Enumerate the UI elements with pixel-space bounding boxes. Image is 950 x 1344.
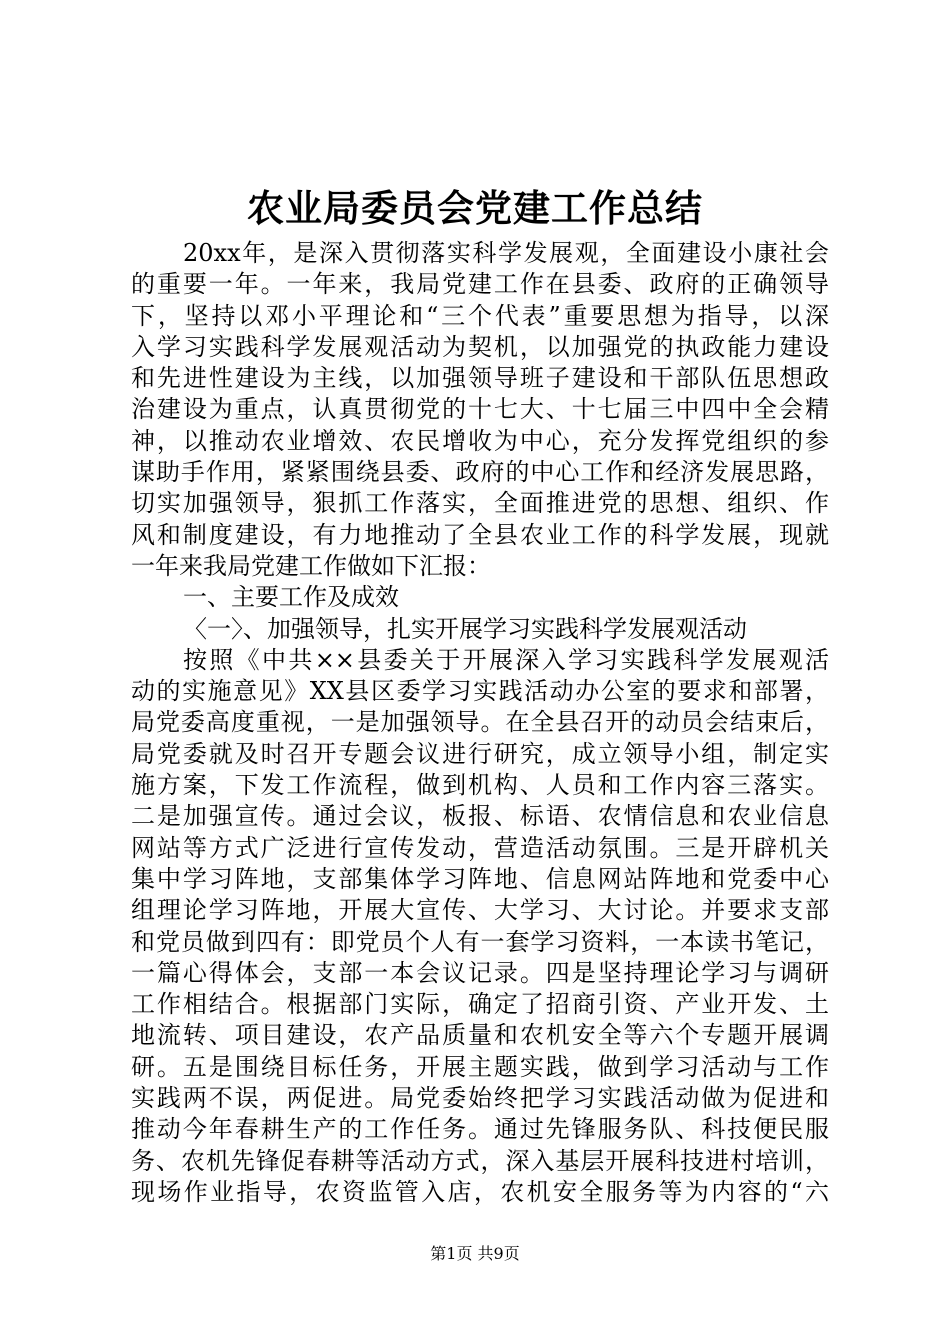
body-text-line: 20xx年，是深入贯彻落实科学发展观，全面建设小康社会 bbox=[183, 239, 829, 267]
body-text-line: 和先进性建设为主线，以加强领导班子建设和干部队伍思想政 bbox=[131, 364, 829, 393]
body-text-line: 施方案，下发工作流程，做到机构、人员和工作内容三落实。 bbox=[131, 771, 829, 800]
body-text-line: 风和制度建设，有力地推动了全县农业工作的科学发展，现就 bbox=[131, 520, 829, 549]
body-text-line: 动的实施意见》XX县区委学习实践活动办公室的要求和部署， bbox=[131, 677, 829, 706]
body-text-line: 谋助手作用，紧紧围绕县委、政府的中心工作和经济发展思路， bbox=[131, 458, 829, 487]
body-text-line: 二是加强宣传。通过会议，板报、标语、农情信息和农业信息 bbox=[131, 802, 829, 831]
body-text-line: 按照《中共××县委关于开展深入学习实践科学发展观活 bbox=[183, 645, 829, 674]
body-text-line: 现场作业指导，农资监管入店，农机安全服务等为内容的“六 bbox=[131, 1177, 829, 1206]
body-text-line: 局党委高度重视，一是加强领导。在全县召开的动员会结束后， bbox=[131, 708, 829, 737]
body-text-line: 治建设为重点，认真贯彻党的十七大、十七届三中四中全会精 bbox=[131, 395, 829, 424]
body-text-line: 入学习实践科学发展观活动为契机，以加强党的执政能力建设 bbox=[131, 332, 829, 361]
body-text-line: 的重要一年。一年来，我局党建工作在县委、政府的正确领导 bbox=[131, 270, 829, 299]
body-text-line: 〈一〉、加强领导，扎实开展学习实践科学发展观活动 bbox=[183, 614, 747, 643]
body-text-line: 地流转、项目建设，农产品质量和农机安全等六个专题开展调 bbox=[131, 1021, 829, 1050]
body-text-line: 和党员做到四有：即党员个人有一套学习资料，一本读书笔记， bbox=[131, 927, 829, 956]
body-text-line: 一年来我局党建工作做如下汇报： bbox=[131, 551, 491, 580]
body-text-line: 网站等方式广泛进行宣传发动，营造活动氛围。三是开辟机关 bbox=[131, 833, 829, 862]
body-text-line: 实践两不误，两促进。局党委始终把学习实践活动做为促进和 bbox=[131, 1084, 829, 1113]
body-text-line: 务、农机先锋促春耕等活动方式，深入基层开展科技进村培训， bbox=[131, 1146, 829, 1175]
body-text-line: 一、主要工作及成效 bbox=[183, 583, 399, 612]
body-text-line: 切实加强领导，狠抓工作落实，全面推进党的思想、组织、作 bbox=[131, 489, 829, 518]
document-body bbox=[131, 238, 829, 1208]
body-text-line: 工作相结合。根据部门实际，确定了招商引资、产业开发、土 bbox=[131, 990, 829, 1019]
body-text-line: 组理论学习阵地，开展大宣传、大学习、大讨论。并要求支部 bbox=[131, 896, 829, 925]
body-text-line: 神，以推动农业增效、农民增收为中心，充分发挥党组织的参 bbox=[131, 426, 829, 455]
page-number-footer: 第1页 共9页 bbox=[430, 1244, 520, 1263]
body-text-line: 一篇心得体会，支部一本会议记录。四是坚持理论学习与调研 bbox=[131, 958, 829, 987]
body-text-line: 局党委就及时召开专题会议进行研究，成立领导小组，制定实 bbox=[131, 739, 829, 768]
document-title: 农业局委员会党建工作总结 bbox=[247, 186, 703, 230]
body-text-line: 集中学习阵地，支部集体学习阵地、信息网站阵地和党委中心 bbox=[131, 864, 829, 893]
body-text-line: 下，坚持以邓小平理论和“三个代表”重要思想为指导，以深 bbox=[131, 301, 829, 330]
body-text-line: 推动今年春耕生产的工作任务。通过先锋服务队、科技便民服 bbox=[131, 1115, 829, 1144]
body-text-line: 研。五是围绕目标任务，开展主题实践，做到学习活动与工作 bbox=[131, 1052, 829, 1081]
